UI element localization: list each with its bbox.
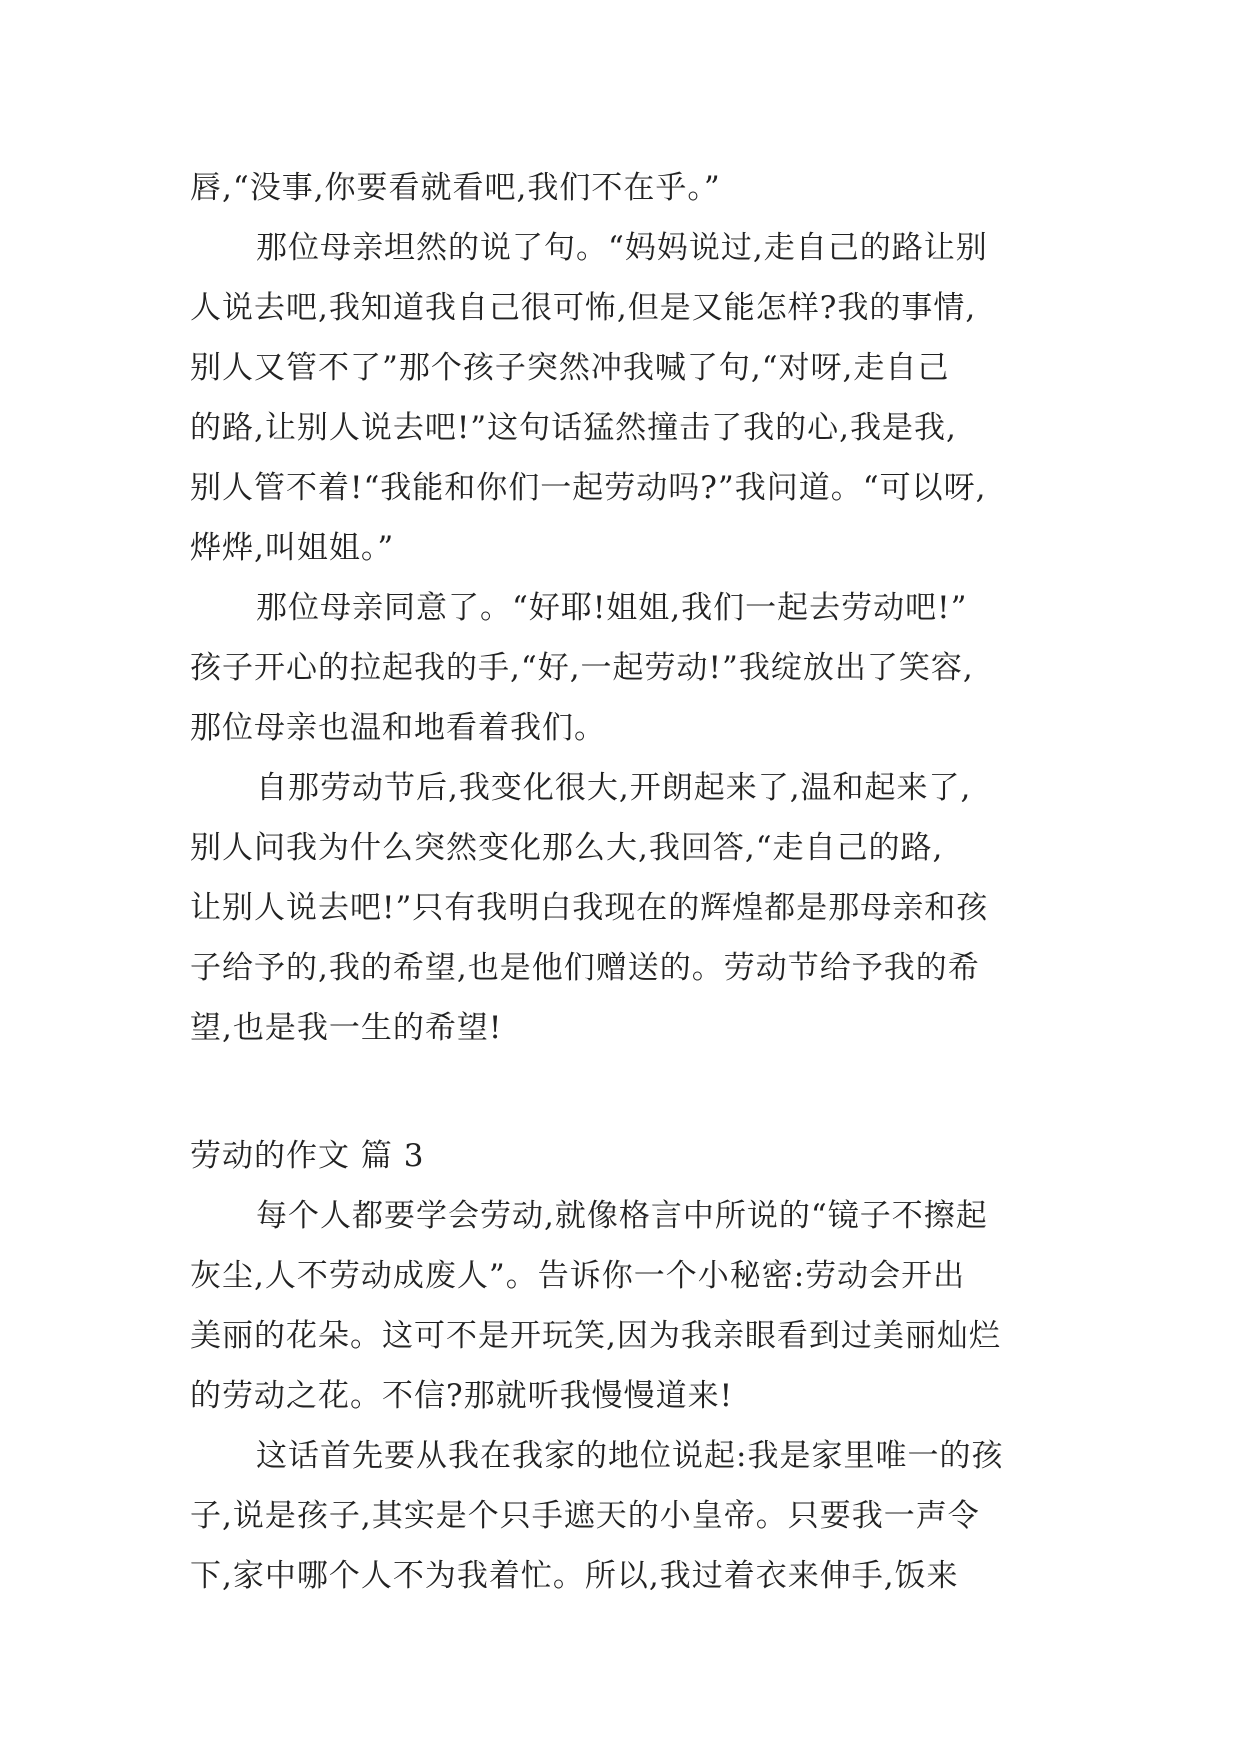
text-line: 孩子开心的拉起我的手,“好,一起劳动!”我绽放出了笑容, xyxy=(190,650,974,686)
text-line: 下,家中哪个人不为我着忙。所以,我过着衣来伸手,饭来 xyxy=(190,1558,959,1594)
text-line: 那位母亲同意了。“好耶!姐姐,我们一起去劳动吧!” xyxy=(256,590,968,626)
text-line: 那位母亲坦然的说了句。“妈妈说过,走自己的路让别 xyxy=(256,230,988,266)
text-block-2 xyxy=(190,1186,1050,1606)
text-line: 望,也是我一生的希望! xyxy=(190,1010,503,1046)
text-line: 人说去吧,我知道我自己很可怖,但是又能怎样?我的事情, xyxy=(190,290,977,326)
text-block-1 xyxy=(190,158,1050,1058)
text-line: 子,说是孩子,其实是个只手遮天的小皇帝。只要我一声令 xyxy=(190,1498,980,1534)
text-line: 那位母亲也温和地看着我们。 xyxy=(190,710,606,746)
text-line: 唇,“没事,你要看就看吧,我们不在乎。” xyxy=(190,170,721,206)
text-line: 烨烨,叫姐姐。” xyxy=(190,530,395,566)
document-page xyxy=(190,158,1050,1606)
text-line: 美丽的花朵。这可不是开玩笑,因为我亲眼看到过美丽灿烂 xyxy=(190,1318,1001,1354)
section-gap xyxy=(190,1058,1050,1126)
text-line: 的路,让别人说去吧!”这句话猛然撞击了我的心,我是我, xyxy=(190,410,957,446)
text-line: 别人又管不了”那个孩子突然冲我喊了句,“对呀,走自己 xyxy=(190,350,950,386)
text-line: 每个人都要学会劳动,就像格言中所说的“镜子不擦起 xyxy=(256,1198,988,1234)
section-title: 劳动的作文 篇 3 xyxy=(190,1138,425,1174)
text-line: 别人问我为什么突然变化那么大,我回答,“走自己的路, xyxy=(190,830,944,866)
text-line: 这话首先要从我在我家的地位说起:我是家里唯一的孩 xyxy=(256,1438,1004,1474)
text-line: 别人管不着!“我能和你们一起劳动吗?”我问道。“可以呀, xyxy=(190,470,987,506)
text-line: 子给予的,我的希望,也是他们赠送的。劳动节给予我的希 xyxy=(190,950,980,986)
text-line: 让别人说去吧!”只有我明白我现在的辉煌都是那母亲和孩 xyxy=(190,890,989,926)
text-line: 的劳动之花。不信?那就听我慢慢道来! xyxy=(190,1378,734,1414)
text-line: 灰尘,人不劳动成废人”。告诉你一个小秘密:劳动会开出 xyxy=(190,1258,966,1294)
text-line: 自那劳动节后,我变化很大,开朗起来了,温和起来了, xyxy=(256,770,972,806)
